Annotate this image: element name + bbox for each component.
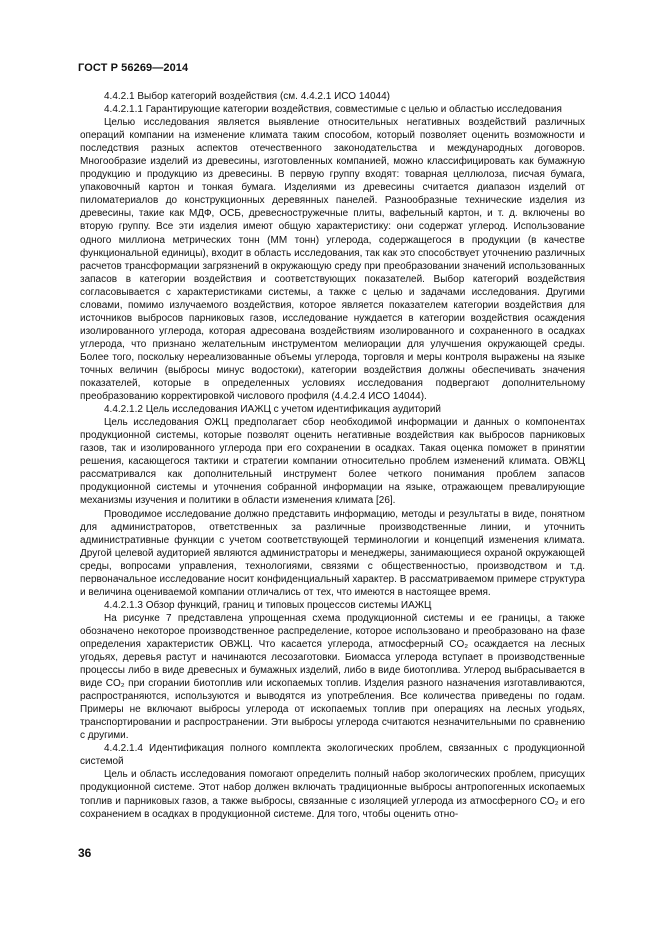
- section-heading-4-4-2-1-3: 4.4.2.1.3 Обзор функций, границ и типовых процессов системы ИАЖЦ: [104, 599, 432, 611]
- section-heading-4-4-2-1-2: 4.4.2.1.2 Цель исследования ИАЖЦ с учетом идентификация аудиторий: [104, 404, 441, 416]
- paragraph: Целью исследования является выявление относительных негативных воздействий различных операций компании на изменение климата таким способом, который позволяет оценить возможности и последствия разных аспектов отечественного законодательства и международных договоров. Многообразие изделий из древесины, изготовленных компанией, можно классифицировать как бумажную продукцию и продукцию из древесины. В первую группу входят: товарная целлюлоза, писчая бумага, упаковочный картон и тонкая бумага. Изделиями из древесины считается диапазон изделий от пиломатериалов до конструкционных деревянных панелей. Разнообразные технические изделия из древесины, такие как МДФ, ОСБ, древесностружечные плиты, вафельный картон, и т. д. включены во вторую группу. Все эти изделия имеют общую характеристику: они содержат углерод. Использование одного миллиона метрических тонн (ММ тонн) углерода, содержащегося в продукции (в качестве функциональной единицы), входит в область исследования, так как это способствует уточнению различных расчетов трансформации загрязнений в окружающую среду при преобразовании значений использованных запасов в категории воздействия и соответствующих показателей. Выбор категорий воздействия согласовывается с характеристиками системы, а также с целью и задачами исследования. Другими словами, помимо излучаемого воздействия, которое является показателем категории воздействия для источников выбросов парниковых газов, исследование нуждается в категории воздействия осаждения изолированного углерода, которая адресована воздействиям изолированного и сохраненного в осадках углерода, что признано желательным инструментом мелиорации для улучшения окружающей среды. Более того, поскольку нереализованные объемы углерода, торговля и меры контроля выражены на языке точных величин (выбросы минус водостоки), категории воздействия должны обеспечивать значения показателей, которые в определенных условиях исследования подвергают дополнительному преобразованию корректировкой числового профиля (4.4.2.4 ИСО 14044).: [80, 117, 585, 403]
- paragraph: На рисунке 7 представлена упрощенная схема продукционной системы и ее границы, а также обозначено некоторое производственное распределение, которое использовано и преобразовано на фазе определения характеристик ОВЖЦ. Что касается углерода, атмосферный CO₂ осаждается на лесных угодьях, деревья растут и начинаются лесозаготовки. Биомасса углерода вступает в производственные процессы либо в виде древесных и бумажных изделий, либо в виде биотоплива. Углерод выбрасывается в виде CO₂ при сгорании биотоплив или ископаемых топлив. Изделия разного назначения изготавливаются, распространяются, используются и выводятся из употребления. Все количества приведены по годам. Примеры не включают выбросы углерода от ископаемых топлив при операциях на лесных угодьях, транспортировании и распространении. Эти выбросы углерода считаются незначительными по сравнению с другими.: [80, 612, 585, 742]
- paragraph: Проводимое исследование должно представить информацию, методы и результаты в виде, понятном для администраторов, ответственных за различные производственные линии, и уточнить административные функции с учетом соответствующей терминологии и концепций изменения климата. Другой целевой аудиторией являются администраторы и менеджеры, занимающиеся охраной окружающей среды, вопросами управления, технологиями, связями с общественностью, производством и т.д. первоначальное исследование носит конфиденциальный характер. В рассматриваемом примере структура и величина оцениваемой компании отличались от тех, что имеются в настоящее время.: [80, 508, 585, 598]
- document-code-header: ГОСТ Р 56269—2014: [78, 62, 189, 74]
- paragraph: Цель и область исследования помогают определить полный набор экологических проблем, присущих продукционной системе. Этот набор должен включать традиционные выбросы антропогенных ископаемых топлив и парниковых газов, а также выбросы, связанные с изоляцией углерода из атмосферного CO₂ и его сохранением в осадках в продукционной системе. Для того, чтобы оценить отно-: [80, 769, 585, 820]
- page-number: 36: [78, 846, 92, 860]
- body-text: [80, 90, 585, 821]
- paragraph: Цель исследования ОЖЦ предполагает сбор необходимой информации и данных о компонентах продукционной системы, которые позволят оценить негативные воздействия как выбросов парниковых газов, так и изолированного углерода при его сохранении в осадках. Такая оценка поможет в принятии решения, касающегося тактики и стратегии компании относительно проблем изменений климата. ОВЖЦ рассматривался как дополнительный инструмент более четкого понимания проблем запасов продукционной системы и уточнения собранной информации на языке, отражающем превалирующие механизмы изучения и политики в области изменения климата [26].: [80, 417, 585, 507]
- section-heading-4-4-2-1-4: 4.4.2.1.4 Идентификация полного комплекта экологических проблем, связанных с продукционной системой: [80, 743, 585, 768]
- section-heading-4-4-2-1-1: 4.4.2.1.1 Гарантирующие категории воздействия, совместимые с целью и областью исследования: [104, 104, 562, 116]
- section-heading-4-4-2-1: 4.4.2.1 Выбор категорий воздействия (см. 4.4.2.1 ИСО 14044): [104, 91, 390, 102]
